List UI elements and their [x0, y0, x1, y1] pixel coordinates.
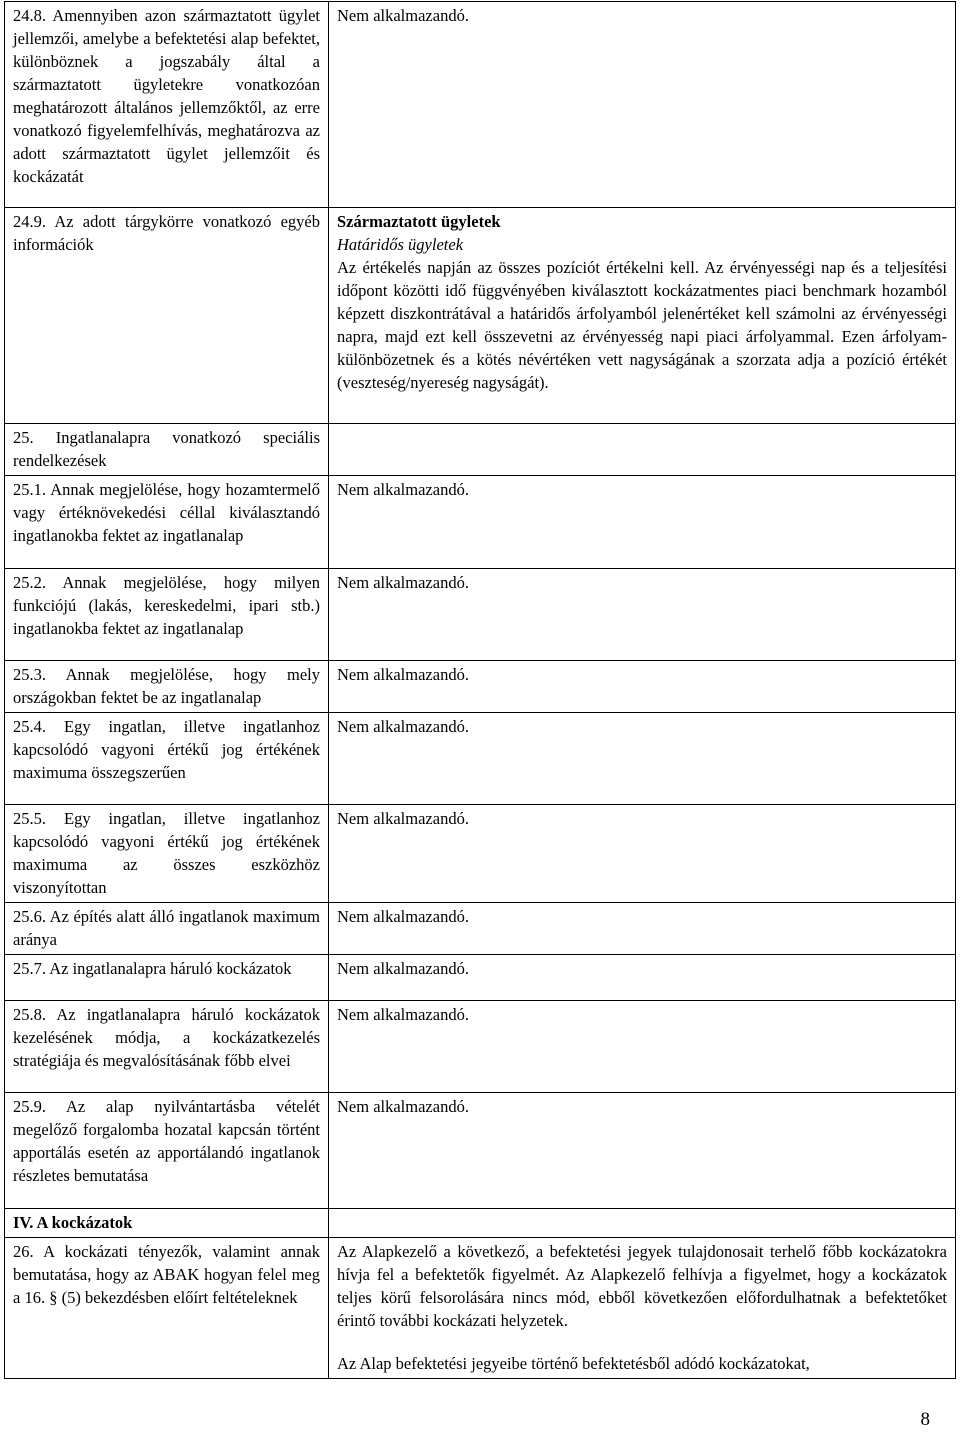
- table-row: [5, 1093, 956, 1209]
- section-25-value: [329, 424, 956, 476]
- table-row: [5, 569, 956, 661]
- item-25-4-label: 25.4. Egy ingatlan, illetve ingatlanhoz kapcsolódó vagyoni értékű jog értékének maximuma összegszerűen: [5, 713, 329, 805]
- forwards-subheading: Határidős ügyletek: [337, 235, 464, 254]
- table-row: [5, 805, 956, 903]
- table-row: [5, 1001, 956, 1093]
- page-number: 8: [920, 1409, 930, 1430]
- item-25-9-label: 25.9. Az alap nyilvántartásba vételét megelőző forgalomba hozatal kapcsán történt apportálás esetén az apportálandó ingatlanok részletes bemutatása: [5, 1093, 329, 1209]
- item-25-3-value: Nem alkalmazandó.: [329, 661, 956, 713]
- risk-second-paragraph: Az Alap befektetési jegyeibe történő befektetésből adódó kockázatokat,: [337, 1354, 810, 1373]
- risk-intro-paragraph: Az Alapkezelő a következő, a befektetési jegyek tulajdonosait terhelő főbb kockázatokra hívja fel a befektetők figyelmét. Az Alapkezelő felhívja a figyelmet, hogy a kockázatok teljes körű felsorolására nincs mód, ebből következően előfordulhatnak a befektetőket érintő további kockázati helyzetek.: [337, 1242, 947, 1330]
- item-24-9-label: 24.9. Az adott tárgykörre vonatkozó egyéb információk: [5, 208, 329, 424]
- table-row: [5, 903, 956, 955]
- table-row: [5, 713, 956, 805]
- section-iv-heading: IV. A kockázatok: [5, 1209, 329, 1238]
- item-26-label: 26. A kockázati tényezők, valamint annak bemutatása, hogy az ABAK hogyan felel meg a 16. § (5) bekezdésben előírt feltételeknek: [5, 1238, 329, 1379]
- forwards-valuation-text: Az értékelés napján az összes pozíciót értékelni kell. Az érvényességi nap és a teljesítési időpont közötti idő függvényében kiválasztott kockázatmentes piaci benchmark hozamból képzett diszkontrátával a határidős árfolyamból jelenértéket kell számolni az érvényességi napra, majd ezt kell összevetni az érvényesség napi piaci árfolyammal. Ezen árfolyam-különbözetnek és a kötés névértéken vett nagyságának a szorzata adja a pozíció értékét (veszteség/nyereség nagyságát).: [337, 258, 947, 392]
- item-25-6-label: 25.6. Az építés alatt álló ingatlanok maximum aránya: [5, 903, 329, 955]
- table-row: [5, 1238, 956, 1379]
- item-25-9-value: Nem alkalmazandó.: [329, 1093, 956, 1209]
- item-24-8-value: Nem alkalmazandó.: [329, 2, 956, 208]
- item-26-value: [329, 1238, 956, 1379]
- table-row: [5, 661, 956, 713]
- table-row: [5, 1209, 956, 1238]
- item-25-7-value: Nem alkalmazandó.: [329, 955, 956, 1001]
- table-row: [5, 424, 956, 476]
- item-25-1-label: 25.1. Annak megjelölése, hogy hozamtermelő vagy értéknövekedési céllal kiválasztandó ingatlanokba fektet az ingatlanalap: [5, 476, 329, 569]
- table-row: [5, 2, 956, 208]
- item-25-4-value: Nem alkalmazandó.: [329, 713, 956, 805]
- item-25-6-value: Nem alkalmazandó.: [329, 903, 956, 955]
- item-24-8-label: 24.8. Amennyiben azon származtatott ügylet jellemzői, amelybe a befektetési alap befektet, különböznek a jogszabály által a származtatott ügyletekre vonatkozóan meghatározott általános jellemzőktől, az erre vonatkozó figyelemfelhívás, meghatározva az adott származtatott ügylet jellemzőit és kockázatát: [5, 2, 329, 208]
- section-25-heading: 25. Ingatlanalapra vonatkozó speciális rendelkezések: [5, 424, 329, 476]
- item-25-1-value: Nem alkalmazandó.: [329, 476, 956, 569]
- item-25-8-value: Nem alkalmazandó.: [329, 1001, 956, 1093]
- item-25-2-value: Nem alkalmazandó.: [329, 569, 956, 661]
- item-25-3-label: 25.3. Annak megjelölése, hogy mely országokban fektet be az ingatlanalap: [5, 661, 329, 713]
- table-row: [5, 476, 956, 569]
- section-iv-value: [329, 1209, 956, 1238]
- document-table: [4, 1, 956, 1379]
- table-row: [5, 955, 956, 1001]
- item-25-2-label: 25.2. Annak megjelölése, hogy milyen funkciójú (lakás, kereskedelmi, ipari stb.) ingatlanokba fektet az ingatlanalap: [5, 569, 329, 661]
- item-24-9-value: [329, 208, 956, 424]
- item-25-8-label: 25.8. Az ingatlanalapra háruló kockázatok kezelésének módja, a kockázatkezelés stratégiája és megvalósításának főbb elvei: [5, 1001, 329, 1093]
- item-25-7-label: 25.7. Az ingatlanalapra háruló kockázatok: [5, 955, 329, 1001]
- item-25-5-value: Nem alkalmazandó.: [329, 805, 956, 903]
- derivatives-heading: Származtatott ügyletek: [337, 212, 501, 231]
- item-25-5-label: 25.5. Egy ingatlan, illetve ingatlanhoz kapcsolódó vagyoni értékű jog értékének maximuma az összes eszközhöz viszonyítottan: [5, 805, 329, 903]
- table-row: [5, 208, 956, 424]
